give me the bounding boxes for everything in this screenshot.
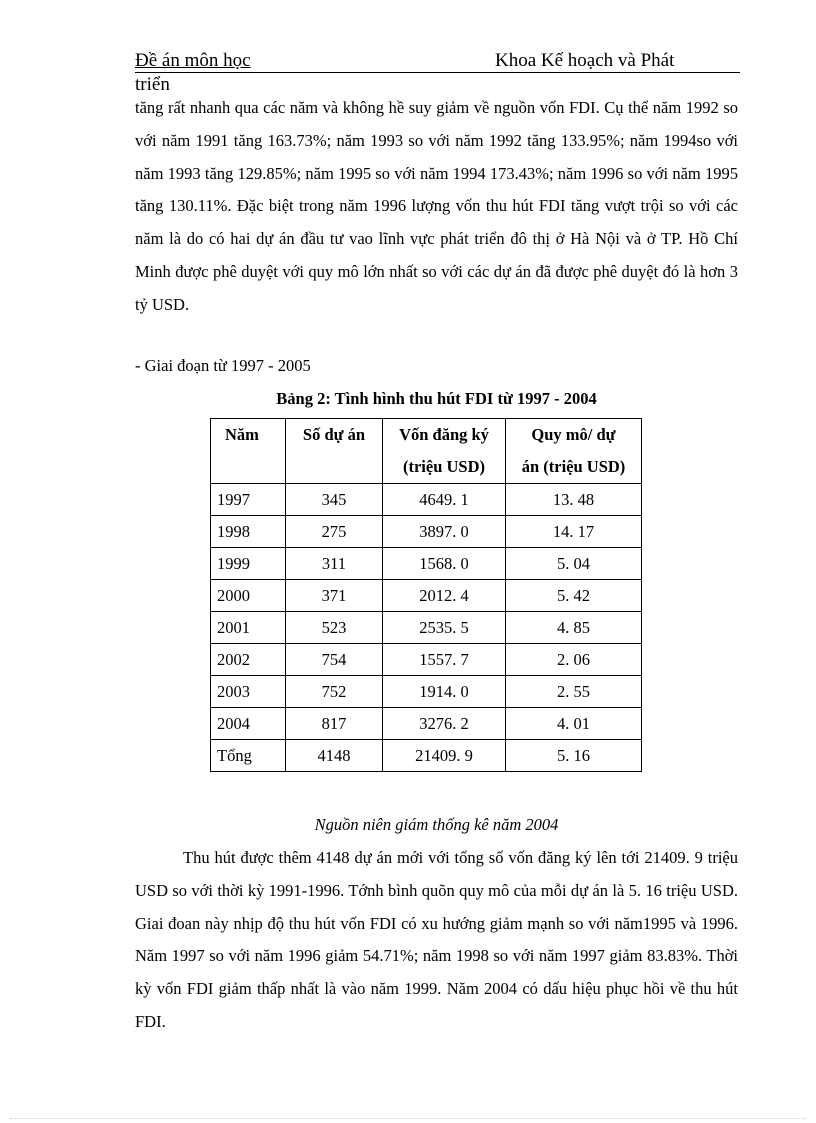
- cell-year: 1997: [211, 484, 286, 516]
- cell-year: 2004: [211, 708, 286, 740]
- cell-scale: 4. 01: [506, 708, 642, 740]
- cell-projects: 371: [286, 580, 383, 612]
- table-row: [211, 612, 642, 644]
- cell-scale: 4. 85: [506, 612, 642, 644]
- header-scale: Quy mô/ dự án (triệu USD): [506, 419, 642, 484]
- cell-capital: 1568. 0: [383, 548, 506, 580]
- cell-projects: 275: [286, 516, 383, 548]
- cell-capital: 2535. 5: [383, 612, 506, 644]
- cell-projects: 345: [286, 484, 383, 516]
- cell-scale: 13. 48: [506, 484, 642, 516]
- table-source-caption: Nguồn niên giám thống kê năm 2004: [314, 815, 559, 834]
- cell-capital: 4649. 1: [383, 484, 506, 516]
- header-year: Năm: [211, 419, 286, 484]
- cell-capital: 3276. 2: [383, 708, 506, 740]
- table-total-row: [211, 740, 642, 772]
- table-row: [211, 548, 642, 580]
- body-paragraph-1: tăng rất nhanh qua các năm và không hề suy giảm về nguồn vốn FDI. Cụ thể năm 1992 so với năm 1991 tăng 163.73%; năm 1993 so với năm 1992 tăng 133.95%; năm 1994so với năm 1993 tăng 129.85%; năm 1995 so với năm 1994 173.43%; năm 1996 so với năm 1995 tăng 130.11%. Đặc biệt trong năm 1996 lượng vốn thu hút FDI tăng vượt trội so với các năm là do có hai dự án đầu tư vao lĩnh vực phát triển đô thị ở Hà Nội và ở TP. Hồ Chí Minh được phê duyệt với quy mô lớn nhất so với các dự án đã được phê duyệt đó là hơn 3 tỷ USD.: [135, 98, 738, 314]
- header-course-title: Đề án môn học: [135, 50, 251, 71]
- cell-year: 1998: [211, 516, 286, 548]
- cell-year: 2001: [211, 612, 286, 644]
- table-row: [211, 644, 642, 676]
- cell-projects: 752: [286, 676, 383, 708]
- cell-scale: 5. 16: [506, 740, 642, 772]
- cell-capital: 3897. 0: [383, 516, 506, 548]
- page-header: [135, 50, 740, 73]
- table-row: [211, 516, 642, 548]
- table-title: Bảng 2: Tình hình thu hút FDI từ 1997 - 2004: [276, 389, 597, 408]
- table-row: [211, 676, 642, 708]
- cell-capital: 1914. 0: [383, 676, 506, 708]
- table-row: [211, 580, 642, 612]
- section-bullet: - Giai đoạn từ 1997 - 2005: [135, 356, 311, 375]
- cell-projects: 817: [286, 708, 383, 740]
- cell-scale: 5. 42: [506, 580, 642, 612]
- fdi-table: [210, 418, 642, 772]
- table-row: [211, 484, 642, 516]
- cell-projects: 754: [286, 644, 383, 676]
- cell-year: 2000: [211, 580, 286, 612]
- cell-scale: 14. 17: [506, 516, 642, 548]
- cell-scale: 5. 04: [506, 548, 642, 580]
- header-projects: Số dự án: [286, 419, 383, 484]
- table-header-row: [211, 419, 642, 484]
- cell-projects: 4148: [286, 740, 383, 772]
- body-paragraph-2: Thu hút được thêm 4148 dự án mới với tổng số vốn đăng ký lên tới 21409. 9 triệu USD so với thời kỳ 1991-1996. Tớnh bình quõn quy mô của mỗi dự án là 5. 16 triệu USD. Giai đoan này nhịp độ thu hút vốn FDI có xu hướng giảm mạnh so với năm1995 và 1996. Năm 1997 so với năm 1996 giảm 54.71%; năm 1998 so với năm 1997 giảm 83.83%. Thời kỳ vốn FDI giảm thấp nhất là vào năm 1999. Năm 2004 có dấu hiệu phục hồi về thu hút FDI.: [135, 848, 738, 1031]
- cell-projects: 311: [286, 548, 383, 580]
- page-bottom-divider: [10, 1118, 806, 1119]
- cell-projects: 523: [286, 612, 383, 644]
- header-capital: Vốn đăng ký (triệu USD): [383, 419, 506, 484]
- cell-year: Tổng: [211, 740, 286, 772]
- cell-scale: 2. 55: [506, 676, 642, 708]
- cell-year: 2002: [211, 644, 286, 676]
- cell-capital: 2012. 4: [383, 580, 506, 612]
- cell-scale: 2. 06: [506, 644, 642, 676]
- header-faculty-continuation: triển: [135, 74, 170, 95]
- table-row: [211, 708, 642, 740]
- cell-capital: 21409. 9: [383, 740, 506, 772]
- cell-capital: 1557. 7: [383, 644, 506, 676]
- cell-year: 1999: [211, 548, 286, 580]
- cell-year: 2003: [211, 676, 286, 708]
- header-faculty: Khoa Kế hoạch và Phát: [495, 50, 675, 71]
